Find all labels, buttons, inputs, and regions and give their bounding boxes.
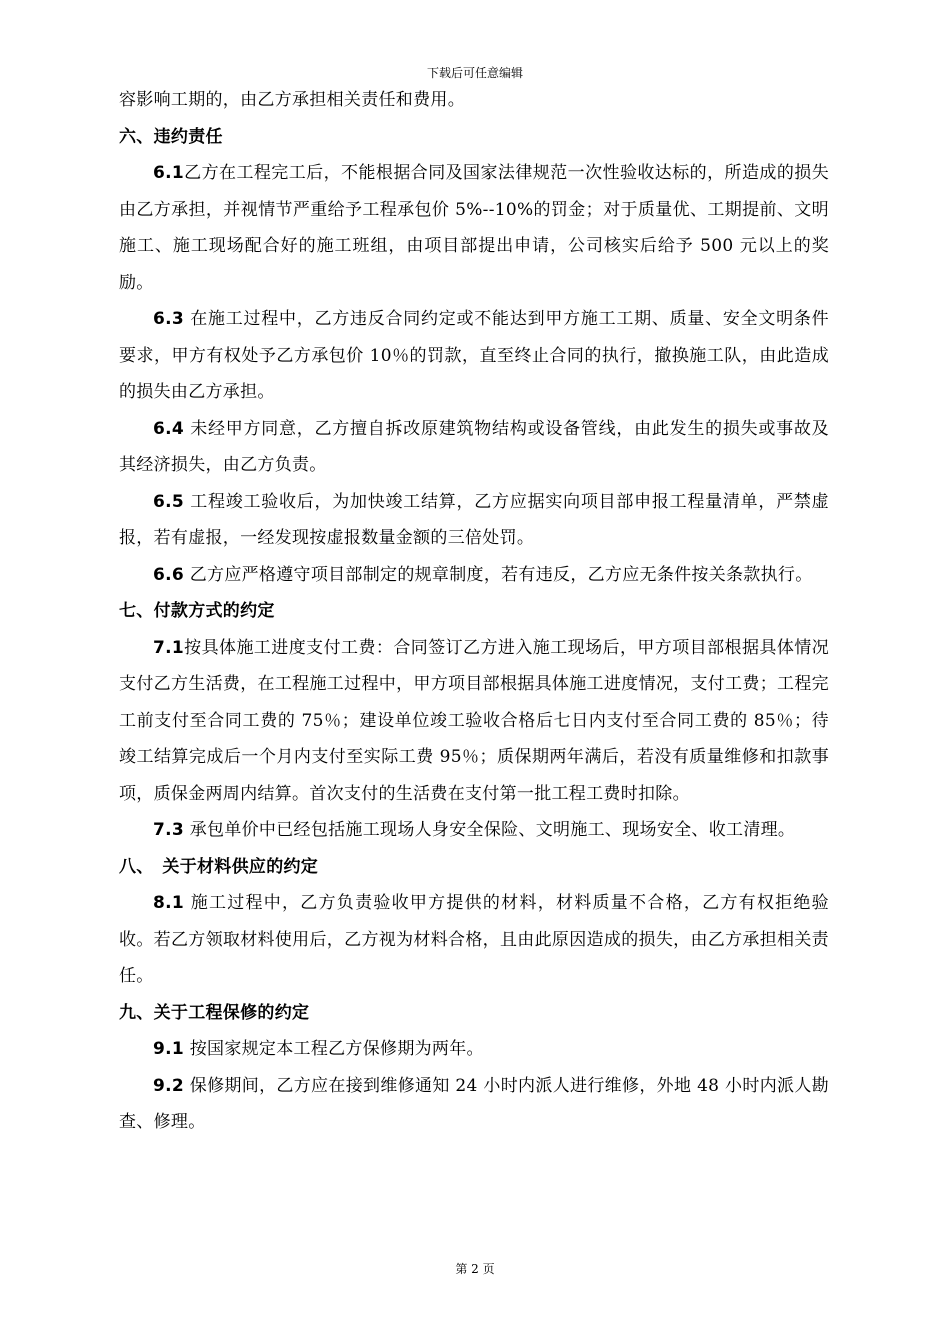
clause-6-6 (119, 557, 829, 594)
clause-9-2 (119, 1068, 829, 1141)
clause-7-3 (119, 812, 829, 849)
clause-text: 承包单价中已经包括施工现场人身安全保险、文明施工、现场安全、收工清理。 (189, 820, 796, 840)
clause-text: 按国家规定本工程乙方保修期为两年。 (189, 1039, 484, 1059)
clause-6-4 (119, 411, 829, 484)
clause-7-1 (119, 630, 829, 813)
clause-number: 6.4 (153, 418, 185, 439)
clause-number: 6.1 (153, 163, 185, 183)
clause-number: 6.5 (153, 491, 185, 512)
clause-text: 乙方应严格遵守项目部制定的规章制度，若有违反，乙方应无条件按关条款执行。 (189, 564, 813, 585)
clause-number: 7.1 (153, 637, 185, 658)
page-number: 第 2 页 (455, 1262, 495, 1276)
continuation-paragraph: 容影响工期的，由乙方承担相关责任和费用。 (119, 90, 465, 110)
clause-text: 未经甲方同意，乙方擅自拆改原建筑物结构或设备管线，由此发生的损失或事故及其经济损失，由乙方负责。 (119, 418, 829, 475)
section-heading-warranty: 九、关于工程保修的约定 (119, 1002, 310, 1023)
clause-6-5 (119, 484, 829, 557)
section-heading-materials: 八、 关于材料供应的约定 (119, 856, 319, 877)
clause-text: 在施工过程中，乙方违反合同约定或不能达到甲方施工工期、质量、安全文明条件要求，甲方有权处予乙方承包价 10％的罚款，直至终止合同的执行，撤换施工队，由此造成的损失由乙方承担。 (119, 309, 829, 402)
section-heading-payment: 七、付款方式的约定 (119, 601, 275, 621)
clause-9-1 (119, 1031, 829, 1068)
clause-number: 9.2 (153, 1075, 185, 1096)
document-body (119, 82, 829, 1141)
clause-text: 保修期间，乙方应在接到维修通知 24 小时内派人进行维修，外地 48 小时内派人勘查、修理。 (119, 1075, 829, 1132)
clause-6-1 (119, 155, 829, 301)
clause-number: 6.6 (153, 564, 185, 585)
clause-6-3 (119, 301, 829, 411)
clause-text: 乙方在工程完工后，不能根据合同及国家法律规范一次性验收达标的，所造成的损失由乙方承担，并视情节严重给予工程承包价 5%--10%的罚金；对于质量优、工期提前、文明施工、施工现场配合好的施工班组，由项目部提出申请，公司核实后给予 500 元以上的奖励。 (119, 163, 829, 293)
clause-number: 6.3 (153, 309, 185, 329)
section-heading-liability: 六、违约责任 (119, 126, 223, 147)
clause-8-1 (119, 885, 829, 995)
clause-text: 工程竣工验收后，为加快竣工结算，乙方应据实向项目部申报工程量清单，严禁虚报，若有虚报，一经发现按虚报数量金额的三倍处罚。 (119, 491, 829, 548)
clause-number: 8.1 (153, 893, 185, 913)
clause-text: 按具体施工进度支付工费：合同签订乙方进入施工现场后，甲方项目部根据具体情况支付乙方生活费，在工程施工过程中，甲方项目部根据具体施工进度情况，支付工费；工程完工前支付至合同工费的 75％；建设单位竣工验收合格后七日内支付至合同工费的 85％；待竣工结算完成后一个月内支付至实际工费 95％；质保期两年满后，若没有质量维修和扣款事项，质保金两周内结算。首次支付的生活费在支付第一批工程工费时扣除。 (119, 637, 829, 804)
page-header: 下载后可任意编辑 (426, 66, 523, 80)
clause-number: 9.1 (153, 1039, 185, 1059)
clause-text: 施工过程中，乙方负责验收甲方提供的材料，材料质量不合格，乙方有权拒绝验收。若乙方领取材料使用后，乙方视为材料合格，且由此原因造成的损失，由乙方承担相关责任。 (119, 893, 829, 986)
clause-number: 7.3 (153, 820, 185, 840)
